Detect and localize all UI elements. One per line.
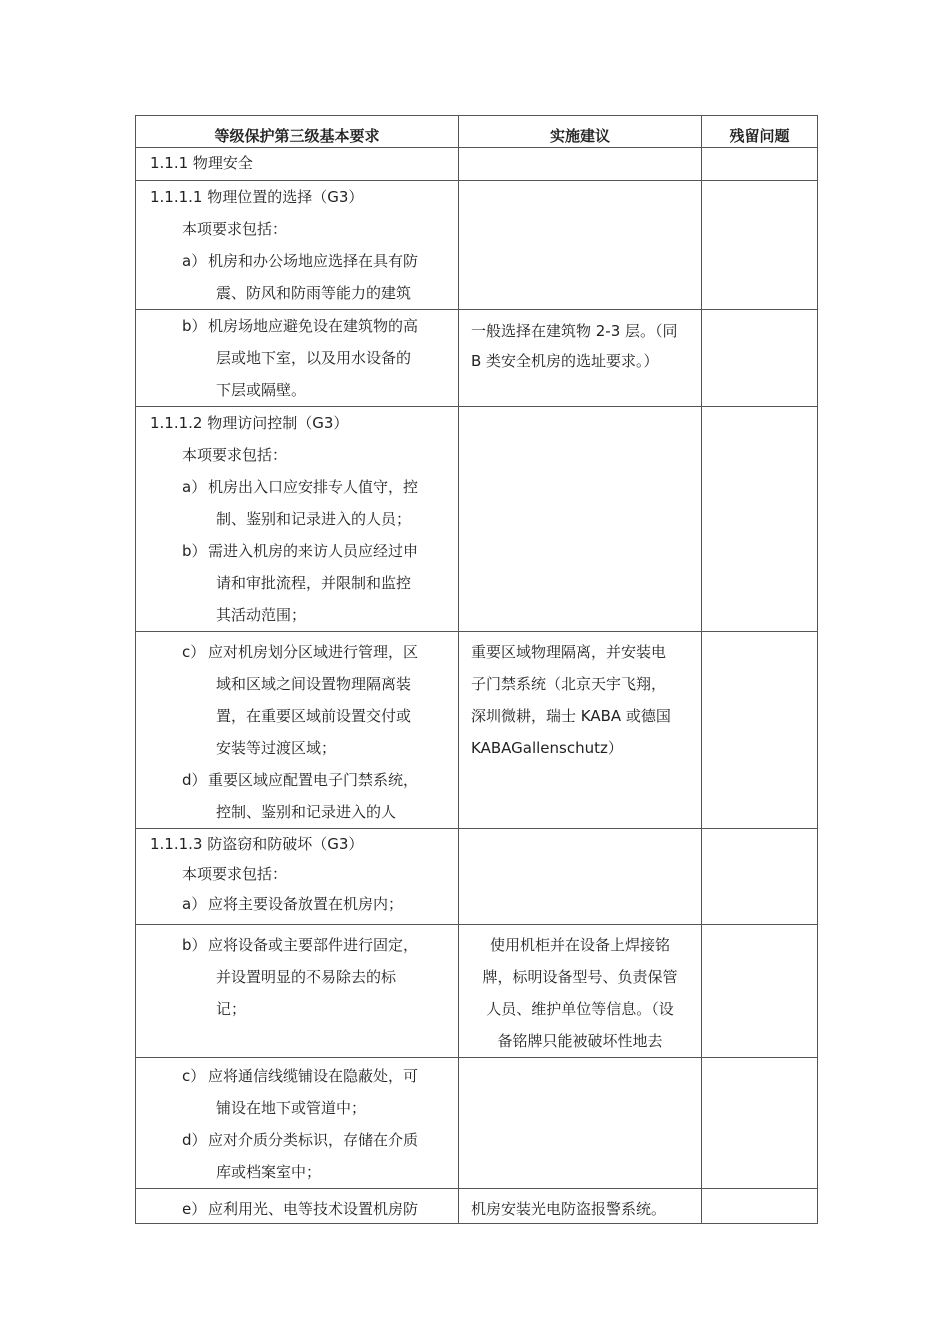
table-row: [136, 829, 818, 925]
suggestion-cell: 重要区域物理隔离，并安装电 子门禁系统（北京天宇飞翔， 深圳微耕，瑞士 KABA 或德国 KABAGallenschutz）: [471, 643, 671, 757]
list-item: d） 应对介质分类标识，存储在介质 库或档案室中；: [182, 1131, 419, 1181]
table-row: [136, 181, 818, 310]
header-residual: 残留问题: [702, 116, 818, 148]
table-row: [136, 310, 818, 407]
section-heading: 1.1.1 物理安全: [150, 154, 253, 172]
suggestion-cell: 使用机柜并在设备上焊接铭 牌，标明设备型号、负责保管 人员、维护单位等信息。（设 备铭牌只能被破坏性地去: [482, 936, 678, 1050]
list-item: b） 机房场地应避免设在建筑物的高 层或地下室，以及用水设备的 下层或隔壁。: [182, 317, 419, 399]
list-item: e） 应利用光、电等技术设置机房防: [182, 1200, 419, 1218]
intro-text: 本项要求包括：: [182, 220, 288, 238]
subsection-heading: 1.1.1.3 防盗窃和防破坏（G3）: [150, 835, 364, 853]
requirement-cell: [136, 181, 458, 309]
table-row: [136, 407, 818, 632]
table-row: [136, 632, 818, 829]
table-row: [136, 925, 818, 1058]
header-requirements: 等级保护第三级基本要求: [136, 116, 459, 148]
list-item: a） 机房和办公场地应选择在具有防 震、防风和防雨等能力的建筑: [182, 252, 419, 302]
header-suggestion: 实施建议: [459, 116, 702, 148]
suggestion-cell: 机房安装光电防盗报警系统。: [471, 1200, 667, 1218]
list-item: c） 应将通信线缆铺设在隐蔽处，可 铺设在地下或管道中；: [182, 1067, 419, 1117]
requirements-table: [135, 115, 818, 1224]
table-row: [136, 148, 818, 181]
list-item: b） 应将设备或主要部件进行固定， 并设置明显的不易除去的标 记；: [182, 936, 419, 1018]
intro-text: 本项要求包括：: [182, 446, 288, 464]
list-item: b） 需进入机房的来访人员应经过申 请和审批流程，并限制和监控 其活动范围；: [182, 542, 419, 624]
list-item: d） 重要区域应配置电子门禁系统， 控制、鉴别和记录进入的人: [182, 771, 419, 821]
subsection-heading: 1.1.1.1 物理位置的选择（G3）: [150, 188, 364, 206]
list-item: c） 应对机房划分区域进行管理，区 域和区域之间设置物理隔离装 置，在重要区域前设置交付或 安装等过渡区域；: [182, 643, 419, 757]
list-item: a） 机房出入口应安排专人值守，控 制、鉴别和记录进入的人员；: [182, 478, 419, 528]
suggestion-cell: 一般选择在建筑物 2-3 层。（同 B 类安全机房的选址要求。）: [471, 322, 678, 370]
intro-text: 本项要求包括：: [182, 865, 288, 883]
subsection-heading: 1.1.1.2 物理访问控制（G3）: [150, 414, 349, 432]
table-row: [136, 1058, 818, 1189]
table-row: [136, 1189, 818, 1224]
list-item: a） 应将主要设备放置在机房内；: [182, 895, 404, 913]
table-header-row: [136, 116, 818, 148]
